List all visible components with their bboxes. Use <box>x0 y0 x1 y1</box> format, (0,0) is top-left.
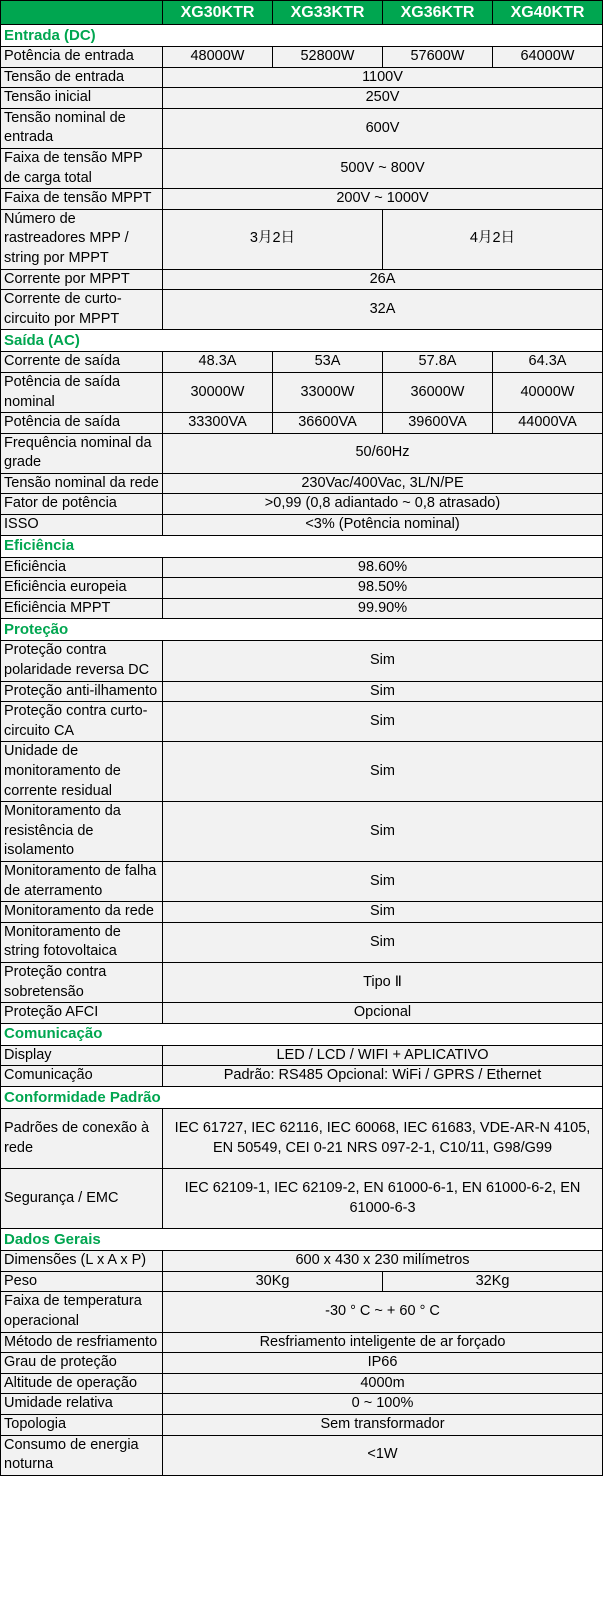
spec-row <box>1 1169 603 1229</box>
spec-value: 50/60Hz <box>163 433 603 473</box>
spec-value: Sim <box>163 861 603 901</box>
spec-label: Corrente por MPPT <box>1 269 163 290</box>
section-title: Dados Gerais <box>1 1229 603 1251</box>
spec-label: Segurança / EMC <box>1 1169 163 1229</box>
spec-value: 57600W <box>383 47 493 68</box>
spec-body <box>1 25 603 1476</box>
spec-label: Monitoramento da rede <box>1 902 163 923</box>
section-header-row <box>1 1086 603 1108</box>
spec-row <box>1 269 603 290</box>
section-header-row <box>1 619 603 641</box>
spec-label: Peso <box>1 1271 163 1292</box>
spec-label: Eficiência <box>1 557 163 578</box>
spec-value: 36600VA <box>273 413 383 434</box>
model-header: XG30KTR <box>163 1 273 25</box>
spec-value: 64000W <box>493 47 603 68</box>
spec-row <box>1 494 603 515</box>
section-title: Saída (AC) <box>1 330 603 352</box>
section-header-row <box>1 1023 603 1045</box>
spec-value: 98.50% <box>163 578 603 599</box>
spec-value: 600V <box>163 108 603 148</box>
spec-label: Proteção contra polaridade reversa DC <box>1 641 163 681</box>
spec-row <box>1 861 603 901</box>
model-header: XG40KTR <box>493 1 603 25</box>
spec-value: 0 ~ 100% <box>163 1394 603 1415</box>
spec-value: 32Kg <box>383 1271 603 1292</box>
spec-value: 33000W <box>273 372 383 412</box>
spec-value: 98.60% <box>163 557 603 578</box>
spec-label: Proteção contra sobretensão <box>1 962 163 1002</box>
spec-label: Fator de potência <box>1 494 163 515</box>
spec-value: 4000m <box>163 1373 603 1394</box>
spec-value: 39600VA <box>383 413 493 434</box>
spec-value: 48000W <box>163 47 273 68</box>
spec-label: Umidade relativa <box>1 1394 163 1415</box>
spec-row <box>1 148 603 188</box>
spec-row <box>1 433 603 473</box>
spec-value: 600 x 430 x 230 milímetros <box>163 1251 603 1272</box>
spec-row <box>1 1066 603 1087</box>
spec-value: Sim <box>163 902 603 923</box>
spec-value: 3月2日 <box>163 209 383 269</box>
spec-label: Consumo de energia noturna <box>1 1435 163 1475</box>
spec-value: Tipo Ⅱ <box>163 962 603 1002</box>
spec-value: 64.3A <box>493 352 603 373</box>
spec-label: Faixa de temperatura operacional <box>1 1292 163 1332</box>
spec-label: Potência de saída nominal <box>1 372 163 412</box>
spec-value: <1W <box>163 1435 603 1475</box>
spec-label: Corrente de curto-circuito por MPPT <box>1 290 163 330</box>
spec-value: IEC 62109-1, IEC 62109-2, EN 61000-6-1, EN 61000-6-2, EN 61000-6-3 <box>163 1169 603 1229</box>
spec-row <box>1 1251 603 1272</box>
spec-value: 33300VA <box>163 413 273 434</box>
spec-row <box>1 515 603 536</box>
spec-label: Dimensões (L x A x P) <box>1 1251 163 1272</box>
spec-row <box>1 598 603 619</box>
header-row <box>1 1 603 25</box>
spec-label: Monitoramento da resistência de isolamento <box>1 802 163 862</box>
spec-value: Sim <box>163 681 603 702</box>
spec-value: Sim <box>163 641 603 681</box>
spec-row <box>1 922 603 962</box>
spec-value: 30Kg <box>163 1271 383 1292</box>
spec-value: Sim <box>163 742 603 802</box>
section-title: Eficiência <box>1 535 603 557</box>
spec-value: 200V ~ 1000V <box>163 189 603 210</box>
spec-value: 36000W <box>383 372 493 412</box>
spec-label: Padrões de conexão à rede <box>1 1108 163 1168</box>
spec-row <box>1 352 603 373</box>
spec-row <box>1 702 603 742</box>
spec-row <box>1 1108 603 1168</box>
spec-row <box>1 47 603 68</box>
spec-value: 99.90% <box>163 598 603 619</box>
model-header: XG33KTR <box>273 1 383 25</box>
spec-label: Topologia <box>1 1415 163 1436</box>
spec-row <box>1 88 603 109</box>
spec-row <box>1 1415 603 1436</box>
spec-row <box>1 372 603 412</box>
spec-label: Monitoramento de falha de aterramento <box>1 861 163 901</box>
spec-label: Altitude de operação <box>1 1373 163 1394</box>
spec-value: Opcional <box>163 1003 603 1024</box>
spec-value: LED / LCD / WIFI + APLICATIVO <box>163 1045 603 1066</box>
spec-label: Número de rastreadores MPP / string por MPPT <box>1 209 163 269</box>
spec-value: Sim <box>163 802 603 862</box>
spec-value: Padrão: RS485 Opcional: WiFi / GPRS / Ethernet <box>163 1066 603 1087</box>
spec-value: 4月2日 <box>383 209 603 269</box>
spec-row <box>1 473 603 494</box>
section-title: Conformidade Padrão <box>1 1086 603 1108</box>
spec-value: 44000VA <box>493 413 603 434</box>
spec-row <box>1 1332 603 1353</box>
section-header-row <box>1 535 603 557</box>
spec-row <box>1 1435 603 1475</box>
spec-row <box>1 1003 603 1024</box>
spec-row <box>1 1353 603 1374</box>
spec-row <box>1 209 603 269</box>
spec-row <box>1 578 603 599</box>
spec-row <box>1 67 603 88</box>
spec-row <box>1 557 603 578</box>
spec-value: 32A <box>163 290 603 330</box>
spec-value: 53A <box>273 352 383 373</box>
spec-value: 1100V <box>163 67 603 88</box>
spec-row <box>1 902 603 923</box>
spec-value: Sim <box>163 922 603 962</box>
spec-label: Potência de saída <box>1 413 163 434</box>
spec-value: 57.8A <box>383 352 493 373</box>
spec-value: 48.3A <box>163 352 273 373</box>
spec-label: Faixa de tensão MPP de carga total <box>1 148 163 188</box>
spec-value: Resfriamento inteligente de ar forçado <box>163 1332 603 1353</box>
section-title: Comunicação <box>1 1023 603 1045</box>
spec-row <box>1 290 603 330</box>
spec-label: Potência de entrada <box>1 47 163 68</box>
spec-label: Método de resfriamento <box>1 1332 163 1353</box>
spec-label: Tensão de entrada <box>1 67 163 88</box>
spec-label: Proteção contra curto-circuito CA <box>1 702 163 742</box>
spec-row <box>1 1292 603 1332</box>
section-header-row <box>1 25 603 47</box>
spec-value: 250V <box>163 88 603 109</box>
spec-row <box>1 1394 603 1415</box>
spec-value: >0,99 (0,8 adiantado ~ 0,8 atrasado) <box>163 494 603 515</box>
spec-row <box>1 742 603 802</box>
spec-label: Eficiência MPPT <box>1 598 163 619</box>
spec-value: Sim <box>163 702 603 742</box>
spec-row <box>1 108 603 148</box>
spec-row <box>1 1271 603 1292</box>
spec-value: <3% (Potência nominal) <box>163 515 603 536</box>
spec-label: Tensão nominal de entrada <box>1 108 163 148</box>
spec-value: 40000W <box>493 372 603 412</box>
section-header-row <box>1 1229 603 1251</box>
spec-label: Display <box>1 1045 163 1066</box>
spec-label: Corrente de saída <box>1 352 163 373</box>
spec-value: 230Vac/400Vac, 3L/N/PE <box>163 473 603 494</box>
spec-row <box>1 189 603 210</box>
spec-row <box>1 641 603 681</box>
spec-label: Frequência nominal da grade <box>1 433 163 473</box>
section-header-row <box>1 330 603 352</box>
spec-value: IEC 61727, IEC 62116, IEC 60068, IEC 61683, VDE-AR-N 4105, EN 50549, CEI 0-21 NRS 097-2-1, C10/11, G98/G99 <box>163 1108 603 1168</box>
spec-label: Grau de proteção <box>1 1353 163 1374</box>
spec-value: Sem transformador <box>163 1415 603 1436</box>
spec-row <box>1 681 603 702</box>
spec-label: Eficiência europeia <box>1 578 163 599</box>
spec-label: Proteção anti-ilhamento <box>1 681 163 702</box>
spec-value: 52800W <box>273 47 383 68</box>
spec-value: 26A <box>163 269 603 290</box>
spec-row <box>1 802 603 862</box>
spec-row <box>1 962 603 1002</box>
header-corner <box>1 1 163 25</box>
model-header: XG36KTR <box>383 1 493 25</box>
spec-label: Tensão nominal da rede <box>1 473 163 494</box>
section-title: Entrada (DC) <box>1 25 603 47</box>
spec-label: Tensão inicial <box>1 88 163 109</box>
spec-label: Comunicação <box>1 1066 163 1087</box>
spec-row <box>1 1373 603 1394</box>
spec-label: Proteção AFCI <box>1 1003 163 1024</box>
spec-value: -30 ° C ~ + 60 ° C <box>163 1292 603 1332</box>
spec-label: Faixa de tensão MPPT <box>1 189 163 210</box>
spec-label: ISSO <box>1 515 163 536</box>
spec-value: 30000W <box>163 372 273 412</box>
spec-row <box>1 413 603 434</box>
spec-label: Monitoramento de string fotovoltaica <box>1 922 163 962</box>
spec-row <box>1 1045 603 1066</box>
spec-value: 500V ~ 800V <box>163 148 603 188</box>
spec-value: IP66 <box>163 1353 603 1374</box>
spec-label: Unidade de monitoramento de corrente residual <box>1 742 163 802</box>
section-title: Proteção <box>1 619 603 641</box>
